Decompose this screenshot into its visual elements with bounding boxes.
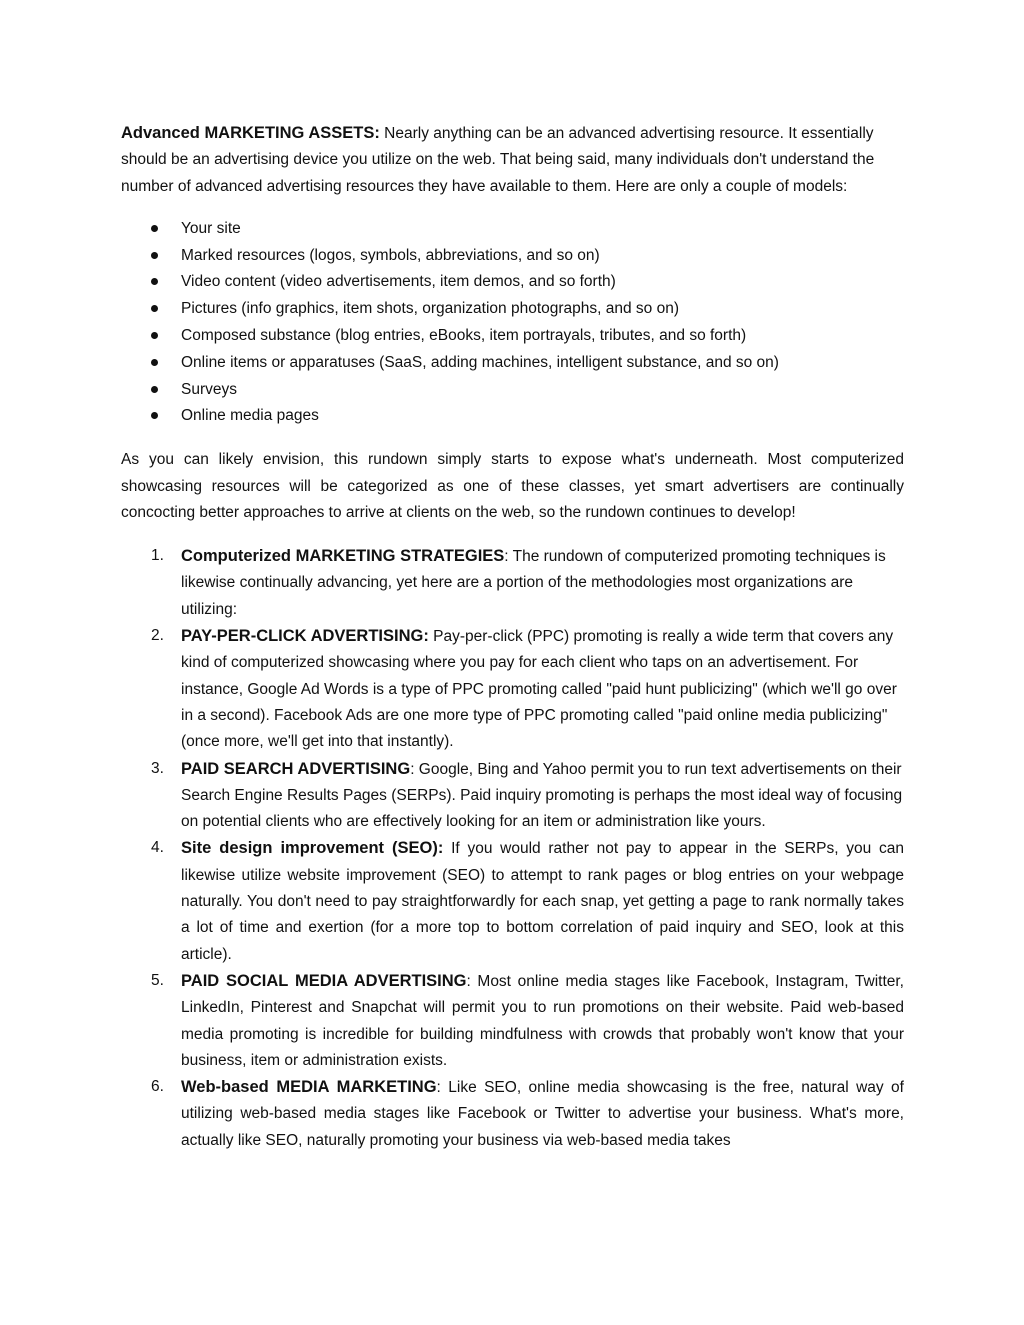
item-text: : Google, Bing and Yahoo permit you to run text advertisements on their Search Engine Results Pages (SERPs). Paid inquiry promoting is perhaps the most ideal way of focusing on potential clients who are effectively looking for an item or administration like yours. bbox=[181, 760, 903, 831]
intro-heading: Advanced MARKETING ASSETS: bbox=[121, 124, 380, 142]
intro-text: Nearly anything can be an advanced advertising resource. It essentially should be an advertising device you utilize on the web. That being said, many individuals don't understand the number of advanced advertising resources they have available to them. Here are only a couple of models: bbox=[121, 125, 875, 195]
list-item bbox=[121, 968, 904, 1074]
intro-paragraph bbox=[121, 120, 904, 200]
list-item: Surveys bbox=[121, 377, 904, 404]
bullet-icon bbox=[151, 386, 158, 393]
document-page bbox=[121, 120, 904, 1153]
list-item: Pictures (info graphics, item shots, organization photographs, and so on) bbox=[121, 296, 904, 323]
list-item: Your site bbox=[121, 216, 904, 243]
item-text: : Like SEO, online media showcasing is the free, natural way of utilizing web-based media stages like Facebook or Twitter to advertise your business. What's more, actually like SEO, naturally promoting your business via web-based media takes bbox=[181, 1079, 904, 1149]
list-item bbox=[121, 835, 904, 967]
list-number: 5. bbox=[151, 971, 164, 989]
list-item: Composed substance (blog entries, eBooks, item portrayals, tributes, and so forth) bbox=[121, 323, 904, 350]
bullet-icon bbox=[151, 225, 158, 232]
item-heading: Computerized MARKETING STRATEGIES bbox=[181, 547, 505, 566]
body-paragraph: As you can likely envision, this rundown simply starts to expose what's underneath. Most computerized showcasing resources will be categorized as one of these classes, yet smart advertisers are continually concocting better approaches to arrive at clients on the web, so the rundown continues to develop! bbox=[121, 451, 904, 521]
item-text: If you would rather not pay to appear in the SERPs, you can likewise utilize website improvement (SEO) to attempt to rank pages or blog entries on your webpage naturally. You don't need to pay straightforwardly for each snap, yet getting a page to rank normally takes a lot of time and exertion (for a more top to bottom correlation of paid inquiry and SEO, look at this article). bbox=[181, 840, 904, 963]
list-item: Video content (video advertisements, item demos, and so forth) bbox=[121, 269, 904, 296]
asset-bullet-list bbox=[121, 216, 904, 430]
item-heading: PAY-PER-CLICK ADVERTISING: bbox=[181, 627, 429, 646]
list-number: 1. bbox=[151, 547, 164, 565]
list-item bbox=[121, 623, 904, 755]
bullet-icon bbox=[151, 359, 158, 366]
list-number: 6. bbox=[151, 1078, 164, 1096]
item-text: : Most online media stages like Facebook, Instagram, Twitter, LinkedIn, Pinterest and Snapchat will permit you to run promotions on their website. Paid web-based media promoting is incredible for building mindfulness with crowds that probably won't know that your business, item or administration exists. bbox=[181, 972, 904, 1069]
bullet-icon bbox=[151, 412, 158, 419]
list-number: 2. bbox=[151, 627, 164, 645]
bullet-icon bbox=[151, 332, 158, 339]
list-item: Online items or apparatuses (SaaS, adding machines, intelligent substance, and so on) bbox=[121, 350, 904, 377]
list-item bbox=[121, 756, 904, 836]
item-heading: Site design improvement (SEO): bbox=[181, 839, 444, 858]
bullet-icon bbox=[151, 252, 158, 259]
list-item bbox=[121, 1074, 904, 1153]
item-heading: PAID SEARCH ADVERTISING bbox=[181, 759, 411, 778]
strategy-numbered-list bbox=[121, 543, 904, 1153]
item-heading: Web-based MEDIA MARKETING bbox=[181, 1078, 437, 1097]
bullet-icon bbox=[151, 305, 158, 312]
list-item bbox=[121, 543, 904, 623]
list-number: 4. bbox=[151, 839, 164, 857]
item-heading: PAID SOCIAL MEDIA ADVERTISING bbox=[181, 971, 467, 990]
list-item: Marked resources (logos, symbols, abbreviations, and so on) bbox=[121, 243, 904, 270]
bullet-icon bbox=[151, 278, 158, 285]
list-number: 3. bbox=[151, 759, 164, 777]
item-text: : The rundown of computerized promoting techniques is likewise continually advancing, yet here are a portion of the methodologies most organizations are utilizing: bbox=[181, 548, 886, 618]
item-text: Pay-per-click (PPC) promoting is really a wide term that covers any kind of computerized showcasing where you pay for each client who taps on an advertisement. For instance, Google Ad Words is a type of PPC promoting called "paid hunt publicizing" (which we'll go over in a second). Facebook Ads are one more type of PPC promoting called "paid online media publicizing" (once more, we'll get into that instantly). bbox=[181, 628, 897, 751]
list-item: Online media pages bbox=[121, 403, 904, 430]
